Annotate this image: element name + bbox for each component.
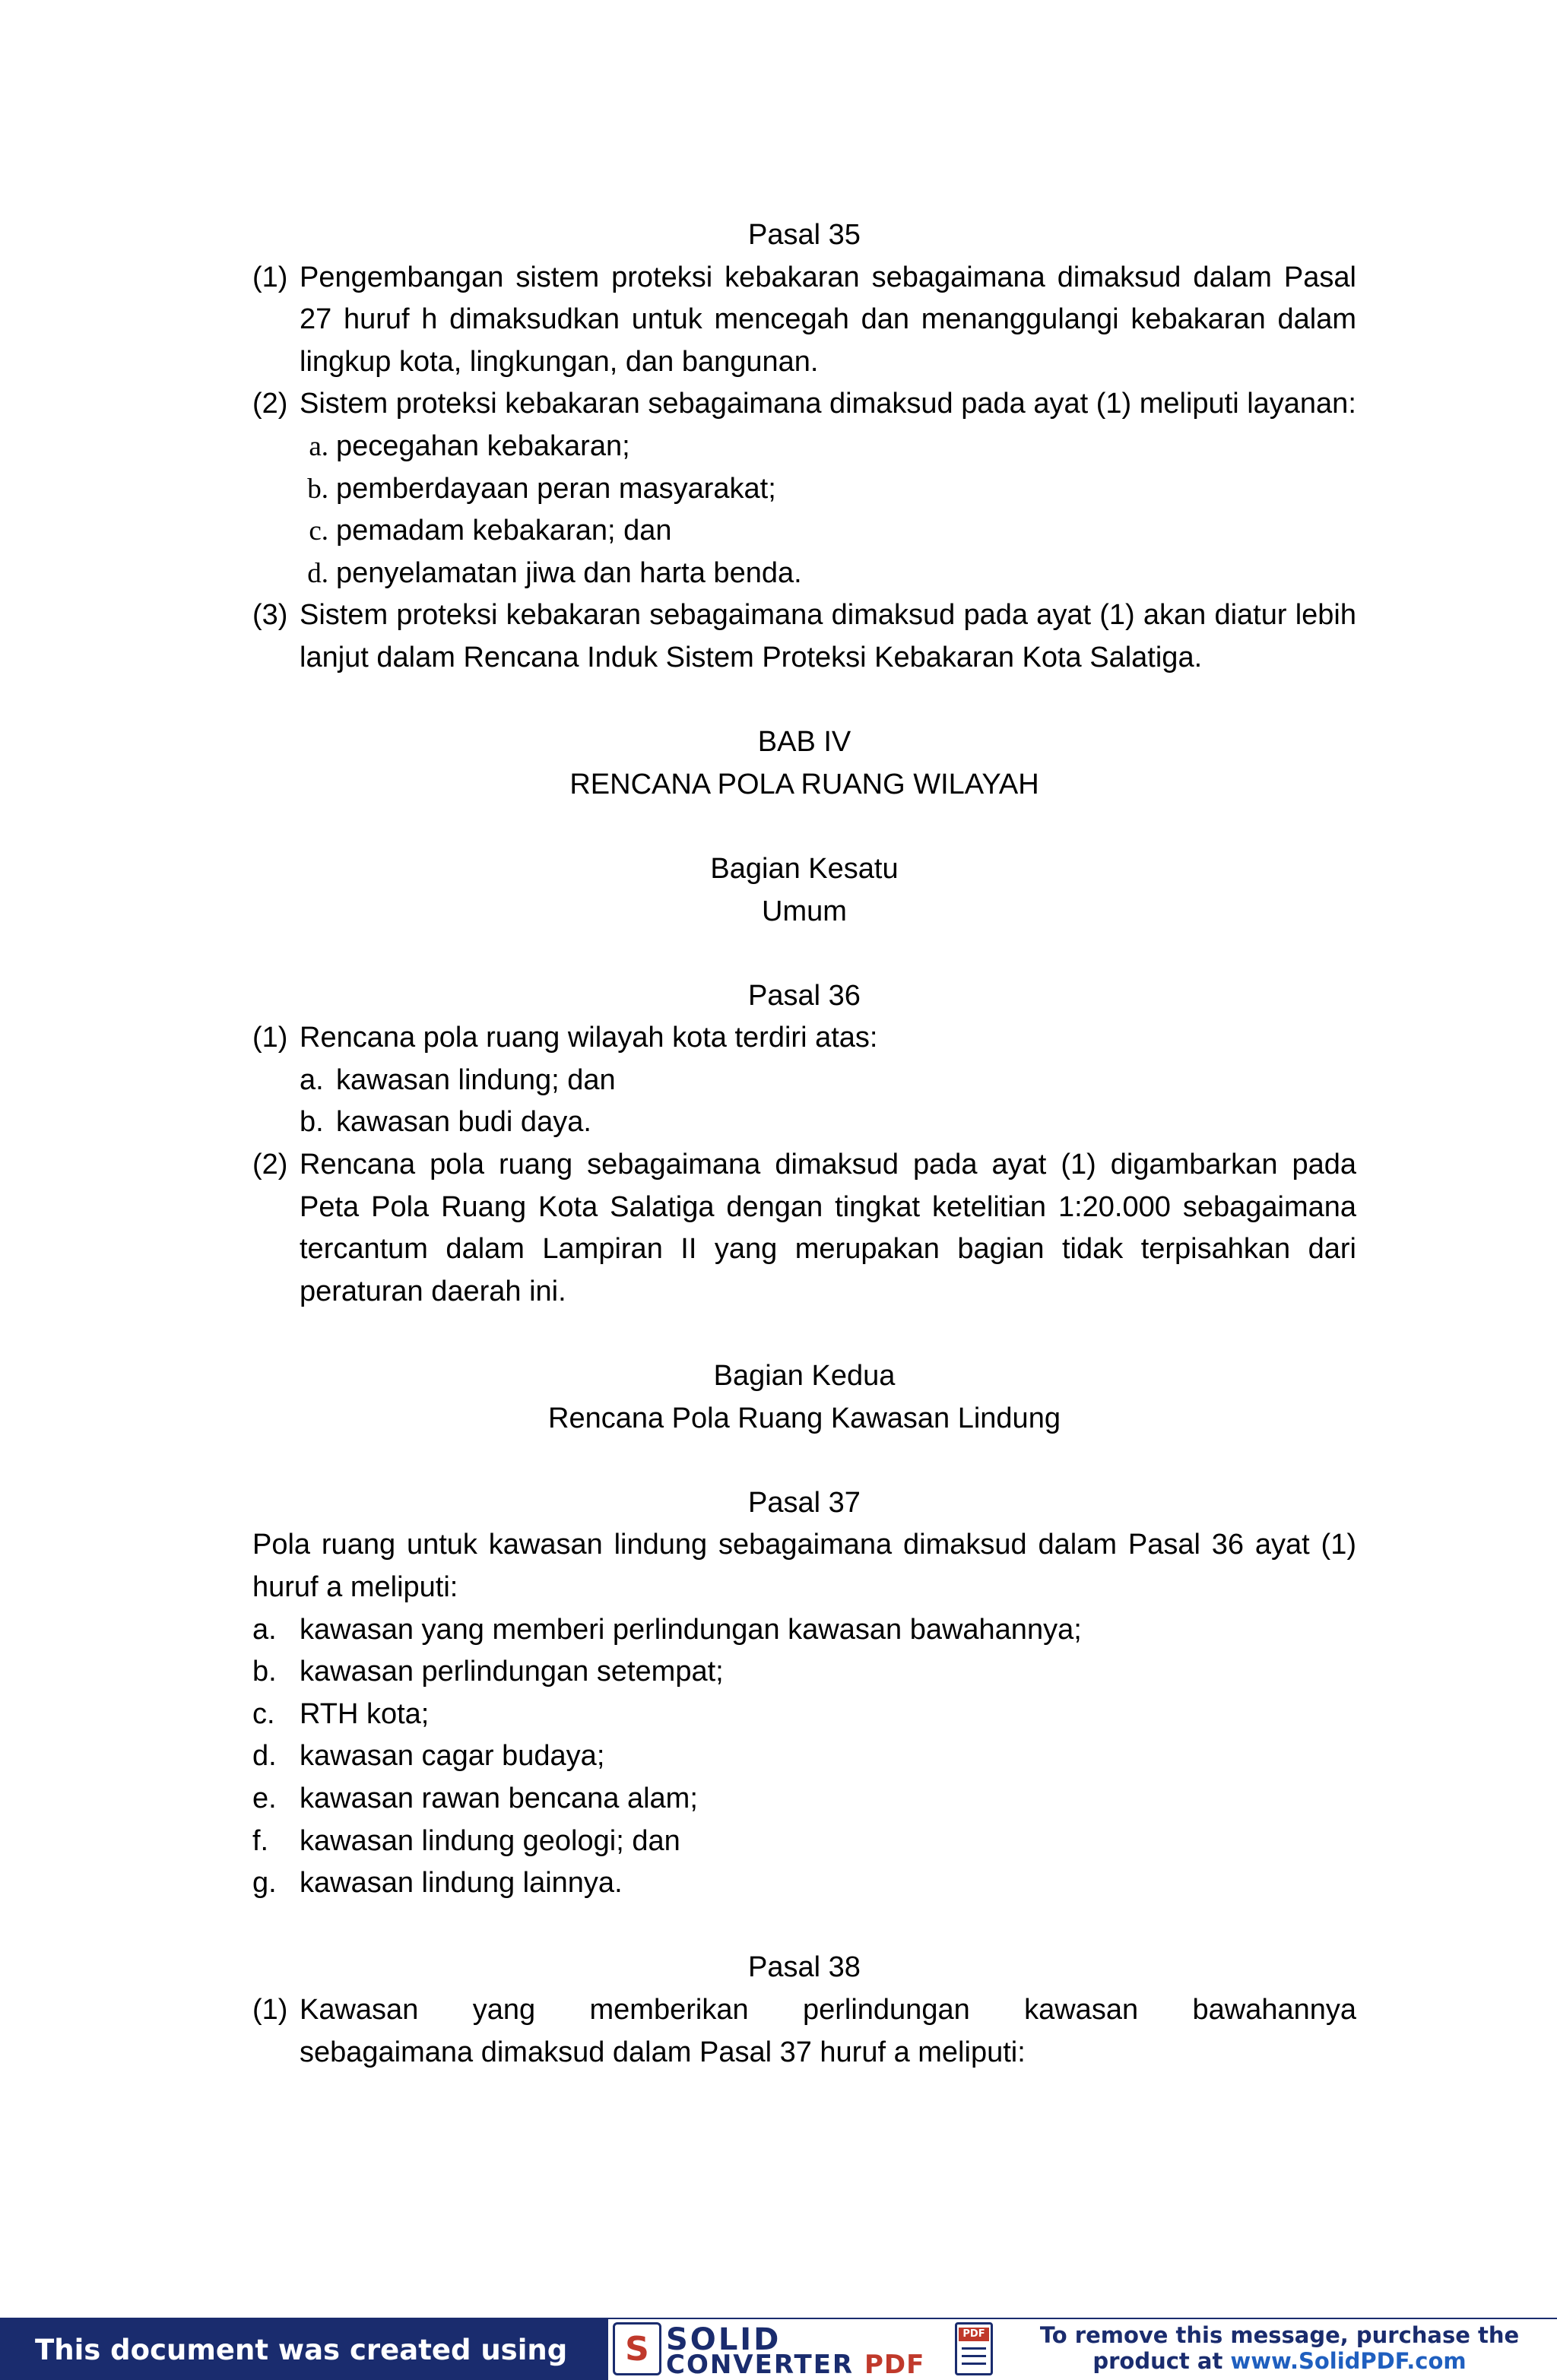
section-label: Bagian Kesatu: [710, 852, 899, 885]
purchase-line-1: To remove this message, purchase the: [1039, 2322, 1520, 2348]
pasal-38-title: Pasal 38: [748, 1951, 861, 1984]
solid-converter-logo: [666, 2322, 955, 2380]
list-letter: a.: [309, 430, 328, 462]
item-text-line: sebagaimana dimaksud dalam Pasal 37 huruf a meliputi:: [300, 2036, 1026, 2068]
list-text: kawasan rawan bencana alam;: [300, 1782, 698, 1814]
list-item: [300, 510, 1356, 553]
pasal-35-title: Pasal 35: [748, 219, 861, 251]
list-item: [252, 1651, 1356, 1694]
logo-converter: CONVERTER: [666, 2350, 855, 2380]
list-text: kawasan budi daya.: [336, 1106, 591, 1139]
item-number: (2): [252, 1149, 288, 1181]
list-item: [252, 1609, 1356, 1652]
list-text: pecegahan kebakaran;: [336, 429, 630, 462]
section-label: Bagian Kedua: [713, 1360, 896, 1393]
pasal-36-item-2: [252, 1144, 1356, 1313]
list-letter: f.: [252, 1824, 269, 1857]
list-text: RTH kota;: [300, 1697, 430, 1730]
list-letter: g.: [252, 1867, 277, 1900]
list-item: [300, 1060, 1356, 1102]
item-text: [300, 1989, 1356, 2074]
pasal-35-item-1: [252, 257, 1356, 384]
chapter-title: RENCANA POLA RUANG WILAYAH: [569, 768, 1039, 800]
list-text: kawasan cagar budaya;: [300, 1740, 605, 1773]
item-text: Rencana pola ruang sebagaimana dimaksud pada ayat (1) digambarkan pada Peta Pola Ruang Kota Salatiga dengan tingkat ketelitian 1:20.000 sebagaimana tercantum dalam Lampiran II yang merupakan bagian tidak terpisahkan dari peraturan daerah ini.: [300, 1149, 1356, 1307]
banner-message: This document was created using: [0, 2319, 608, 2380]
item-number: (1): [252, 261, 288, 293]
purchase-line-2: [1002, 2348, 1557, 2374]
list-text: pemadam kebakaran; dan: [336, 515, 672, 547]
item-text-line: Kawasan yang memberikan perlindungan kawasan bawahannya: [300, 1993, 1356, 2026]
item-text: Pengembangan sistem proteksi kebakaran sebagaimana dimaksud dalam Pasal 27 huruf h dimaksudkan untuk mencegah dan menanggulangi kebakaran dalam lingkup kota, lingkungan, dan bangunan.: [300, 261, 1356, 378]
pasal-35-item-3: [252, 594, 1356, 679]
list-text: penyelamatan jiwa dan harta benda.: [336, 556, 802, 589]
document-page: [252, 214, 1356, 2074]
solidpdf-link[interactable]: www.SolidPDF.com: [1230, 2348, 1467, 2374]
pasal-37-intro: Pola ruang untuk kawasan lindung sebagaimana dimaksud dalam Pasal 36 ayat (1) huruf a meliputi:: [252, 1529, 1356, 1603]
list-item: [252, 1778, 1356, 1821]
pasal-36-sublist: [252, 1060, 1356, 1144]
logo-line-1: SOLID: [666, 2322, 782, 2357]
list-letter: c.: [309, 515, 328, 547]
item-text: Sistem proteksi kebakaran sebagaimana dimaksud pada ayat (1) meliputi layanan:: [300, 388, 1356, 420]
list-letter: b.: [307, 473, 328, 505]
list-letter: e.: [252, 1782, 277, 1814]
list-letter: a.: [300, 1063, 324, 1096]
item-number: (1): [252, 1993, 288, 2026]
item-number: (2): [252, 388, 288, 420]
section-title: Umum: [762, 895, 847, 927]
pasal-37-list: [252, 1609, 1356, 1905]
pdf-document-icon: [955, 2322, 993, 2375]
list-letter: a.: [252, 1613, 277, 1646]
list-text: kawasan lindung; dan: [336, 1063, 616, 1096]
item-text: Sistem proteksi kebakaran sebagaimana dimaksud pada ayat (1) akan diatur lebih lanjut dalam Rencana Induk Sistem Proteksi Kebakaran Kota Salatiga.: [300, 599, 1356, 673]
list-item: [252, 1694, 1356, 1736]
list-letter: d.: [307, 557, 328, 589]
pasal-36-title: Pasal 36: [748, 979, 861, 1012]
list-item: [252, 1735, 1356, 1778]
list-item: [300, 426, 1356, 468]
pasal-38-item-1: [252, 1989, 1356, 2074]
pdf-tag: PDF: [959, 2328, 989, 2341]
chapter-number: BAB IV: [757, 726, 851, 759]
list-item: [252, 1821, 1356, 1863]
section-title: Rencana Pola Ruang Kawasan Lindung: [548, 1402, 1061, 1434]
list-text: kawasan lindung lainnya.: [300, 1867, 623, 1900]
pasal-35-item-2: [252, 383, 1356, 426]
list-text: kawasan perlindungan setempat;: [300, 1656, 724, 1688]
list-letter: b.: [252, 1656, 277, 1688]
list-item: [300, 468, 1356, 511]
purchase-message: [1002, 2322, 1557, 2377]
list-item: [300, 553, 1356, 595]
list-item: [252, 1862, 1356, 1905]
pasal-35-sublist: [252, 426, 1356, 594]
solid-logo-icon: S: [613, 2322, 661, 2375]
list-text: kawasan yang memberi perlindungan kawasan bawahannya;: [300, 1613, 1082, 1646]
item-text: Rencana pola ruang wilayah kota terdiri atas:: [300, 1022, 878, 1054]
item-number: (3): [252, 599, 288, 632]
pasal-37-title: Pasal 37: [748, 1486, 861, 1519]
list-letter: d.: [252, 1740, 277, 1773]
list-text: pemberdayaan peran masyarakat;: [336, 472, 776, 505]
list-item: [300, 1101, 1356, 1144]
purchase-prefix: product at: [1092, 2348, 1231, 2374]
item-number: (1): [252, 1022, 288, 1054]
list-text: kawasan lindung geologi; dan: [300, 1824, 680, 1857]
list-letter: c.: [252, 1697, 275, 1730]
list-letter: b.: [300, 1106, 324, 1139]
logo-line-2: [666, 2350, 924, 2380]
pasal-36-item-1: [252, 1017, 1356, 1060]
logo-pdf: PDF: [864, 2350, 925, 2380]
watermark-banner: [0, 2318, 1557, 2380]
